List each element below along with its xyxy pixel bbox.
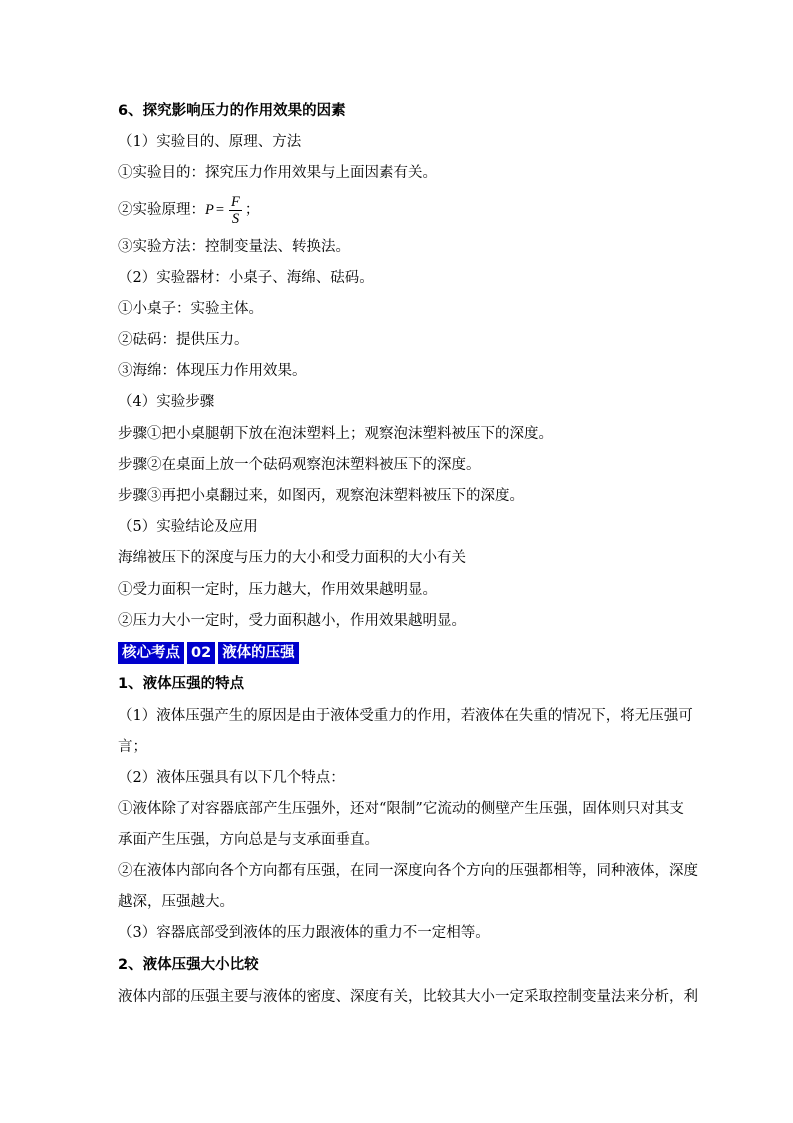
subheading-purpose-principle-method: （1）实验目的、原理、方法 (118, 134, 302, 150)
section-heading-2: 2、液体压强大小比较 (118, 957, 259, 973)
experiment-principle (118, 193, 259, 227)
liquid-pressure-cause-line2: 言； (118, 739, 147, 755)
core-topic-badge (118, 642, 299, 664)
conclusion-1: ①受力面积一定时，压力越大，作用效果越明显。 (118, 582, 437, 598)
subheading-conclusion: （5）实验结论及应用 (118, 519, 258, 535)
comparison-paragraph: 液体内部的压强主要与液体的密度、深度有关，比较其大小一定采取控制变量法来分析，利 (118, 989, 698, 1005)
conclusion-intro: 海绵被压下的深度与压力的大小和受力面积的大小有关 (118, 550, 466, 566)
liquid-pressure-cause-line1: （1）液体压强产生的原因是由于液体受重力的作用，若液体在失重的情况下，将无压强可 (118, 708, 693, 724)
feature-1-line1: ①液体除了对容器底部产生压强外，还对“限制”它流动的侧壁产生压强，固体则只对其支 (118, 801, 684, 817)
formula-numerator: F (231, 193, 240, 210)
badge-core-topic: 核心考点 (118, 642, 184, 664)
conclusion-2: ②压力大小一定时，受力面积越小，作用效果越明显。 (118, 613, 466, 629)
liquid-pressure-features-intro: （2）液体压强具有以下几个特点： (118, 770, 345, 786)
material-sponge: ③海绵：体现压力作用效果。 (118, 363, 307, 379)
badge-topic-title: 液体的压强 (218, 642, 299, 664)
formula-equals: = (215, 202, 225, 218)
feature-2-line2: 越深，压强越大。 (118, 894, 234, 910)
material-weight: ②砝码：提供压力。 (118, 332, 249, 348)
step-3: 步骤③再把小桌翻过来，如图丙，观察泡沫塑料被压下的深度。 (118, 488, 524, 504)
formula-suffix: ； (244, 202, 260, 218)
material-table: ①小桌子：实验主体。 (118, 301, 263, 317)
section-heading-6: 6、探究影响压力的作用效果的因素 (118, 103, 346, 119)
feature-1-line2: 承面产生压强，方向总是与支承面垂直。 (118, 832, 379, 848)
step-2: 步骤②在桌面上放一个砝码观察泡沫塑料被压下的深度。 (118, 457, 481, 473)
container-bottom-force: （3）容器底部受到液体的压力跟液体的重力不一定相等。 (118, 925, 490, 941)
experiment-purpose: ①实验目的：探究压力作用效果与上面因素有关。 (118, 165, 437, 181)
section-heading-1: 1、液体压强的特点 (118, 676, 245, 692)
step-1: 步骤①把小桌腿朝下放在泡沫塑料上；观察泡沫塑料被压下的深度。 (118, 426, 553, 442)
subheading-steps: （4）实验步骤 (118, 394, 215, 410)
principle-label: ②实验原理： (118, 202, 205, 218)
formula-lhs: P (205, 202, 214, 218)
formula-fraction (229, 194, 242, 227)
experiment-method: ③实验方法：控制变量法、转换法。 (118, 239, 350, 255)
pressure-formula (205, 194, 259, 227)
badge-number: 02 (187, 642, 215, 664)
feature-2-line1: ②在液体内部向各个方向都有压强，在同一深度向各个方向的压强都相等，同种液体，深度 (118, 863, 698, 879)
subheading-materials: （2）实验器材：小桌子、海绵、砝码。 (118, 270, 374, 286)
formula-denominator: S (231, 210, 240, 227)
